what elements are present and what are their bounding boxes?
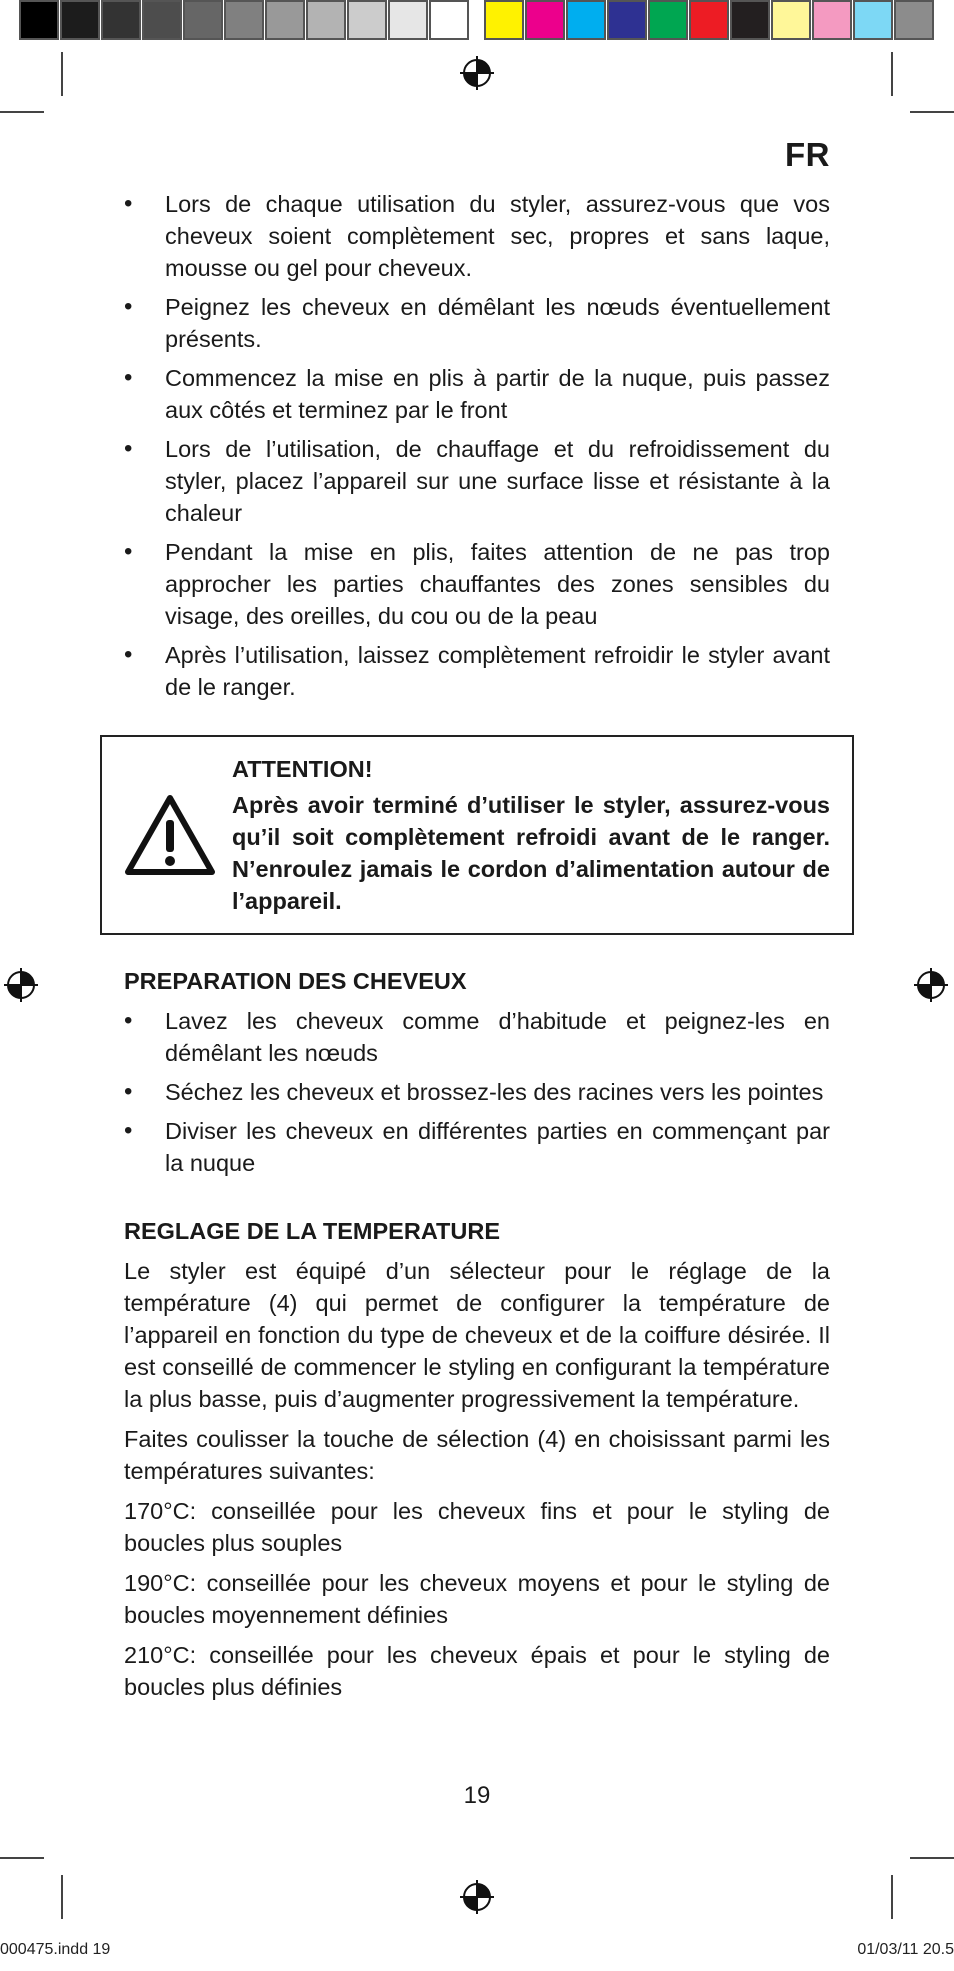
preparation-list [124,1005,830,1179]
color-swatch [101,0,141,40]
registration-mark-icon [914,968,948,1002]
registration-mark-icon [4,968,38,1002]
instructions-list [124,188,830,703]
color-swatch [812,0,852,40]
page-number: 19 [463,1782,491,1809]
list-item: • Lors de chaque utilisation du styler, assurez-vous que vos cheveux soient complètement sec, propres et sans laque, mousse ou gel pour cheveux. [124,188,830,284]
color-swatch [648,0,688,40]
crop-mark [891,1875,893,1919]
color-swatch [730,0,770,40]
language-label: FR [785,136,830,173]
color-swatch [853,0,893,40]
color-swatch [566,0,606,40]
registration-mark-icon [460,56,494,90]
warning-title: ATTENTION! [232,756,373,782]
color-swatch [347,0,387,40]
list-item: • Diviser les cheveux en différentes parties en commençant par la nuque [124,1115,830,1179]
color-swatch [265,0,305,40]
slug-date-info: 01/03/11 20.5 [857,1941,954,1958]
warning-text [222,753,830,917]
crop-mark [910,111,954,113]
list-item: • Pendant la mise en plis, faites attention de ne pas trop approcher les parties chauffantes des zones sensibles du visage, des oreilles, du cou ou de la peau [124,536,830,632]
crop-mark [61,52,63,96]
crop-mark [0,1857,44,1859]
color-swatch [689,0,729,40]
paragraph: 190°C: conseillée pour les cheveux moyens et pour le styling de boucles moyennement définies [124,1570,830,1628]
list-item: • Commencez la mise en plis à partir de la nuque, puis passez aux côtés et terminez par le front [124,362,830,426]
paragraph: Faites coulisser la touche de sélection (4) en choisissant parmi les températures suivantes: [124,1426,830,1484]
list-item: • Lavez les cheveux comme d’habitude et peignez-les en démêlant les nœuds [124,1005,830,1069]
color-swatch [183,0,223,40]
paragraph: Le styler est équipé d’un sélecteur pour le réglage de la température (4) qui permet de configurer la température de l’appareil en fonction du type de cheveux et de la coiffure désirée. Il est conseillé de commencer le styling en configurant la température la plus basse, puis d’augmenter progressivement la température. [124,1258,830,1412]
crop-mark [910,1857,954,1859]
list-item: • Lors de l’utilisation, de chauffage et du refroidissement du styler, placez l’appareil sur une surface lisse et résistante à la chaleur [124,433,830,529]
color-swatch [484,0,524,40]
color-swatch [429,0,469,40]
page-content [124,188,830,1711]
warning-triangle-icon [122,792,218,878]
warning-box [100,735,854,935]
warning-body: Après avoir terminé d’utiliser le styler, assurez-vous qu’il soit complètement refroidi avant de le ranger. N’enroulez jamais le cordon d’alimentation autour de l’appareil. [232,792,830,914]
warning-icon-wrapper [122,792,222,878]
crop-mark [61,1875,63,1919]
paragraph: 170°C: conseillée pour les cheveux fins et pour le styling de boucles plus souples [124,1498,830,1556]
crop-mark [0,111,44,113]
list-item: • Séchez les cheveux et brossez-les des racines vers les pointes [124,1076,830,1108]
crop-mark [891,52,893,96]
paragraph: 210°C: conseillée pour les cheveux épais et pour le styling de boucles plus définies [124,1642,830,1700]
process-color-bar [484,0,935,44]
color-swatch [894,0,934,40]
color-swatch [388,0,428,40]
color-swatch [224,0,264,40]
color-swatch [771,0,811,40]
color-swatch [142,0,182,40]
color-swatch [60,0,100,40]
section-heading-temperature: REGLAGE DE LA TEMPERATURE [124,1218,501,1244]
color-swatch [525,0,565,40]
list-item: • Peignez les cheveux en démêlant les nœuds éventuellement présents. [124,291,830,355]
grayscale-color-bar [19,0,470,44]
slug-file-info: 000475.indd 19 [0,1941,111,1958]
color-swatch [607,0,647,40]
registration-mark-icon [460,1880,494,1914]
section-heading-preparation: PREPARATION DES CHEVEUX [124,968,467,994]
color-swatch [19,0,59,40]
color-swatch [306,0,346,40]
list-item: • Après l’utilisation, laissez complètement refroidir le styler avant de le ranger. [124,639,830,703]
